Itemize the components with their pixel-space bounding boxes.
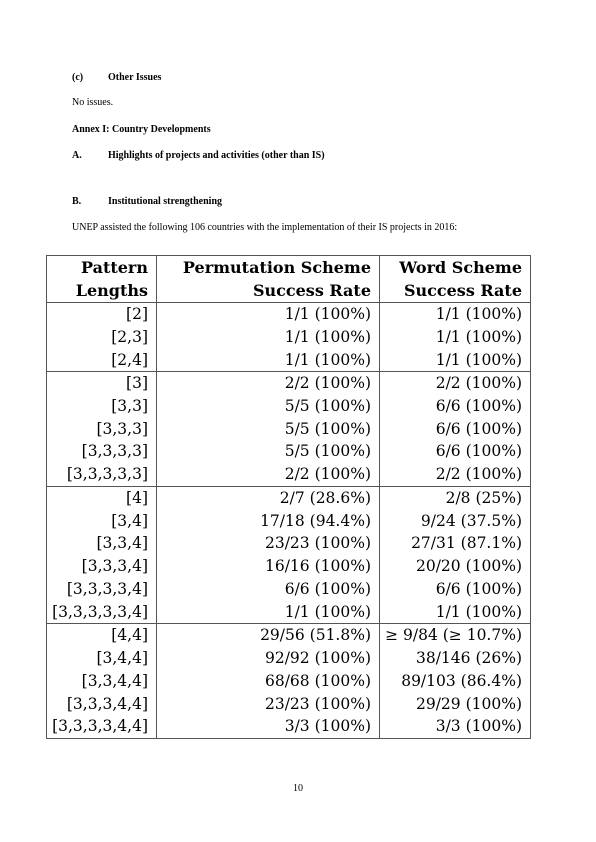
table-row	[47, 418, 530, 441]
cell-permutation-rate: 5/5 (100%)	[157, 395, 380, 418]
cell-permutation-rate: 68/68 (100%)	[157, 670, 380, 693]
cell-permutation-rate: 2/2 (100%)	[157, 463, 380, 486]
section-highlights	[72, 150, 325, 161]
page-number: 10	[293, 783, 303, 794]
cell-permutation-rate: 1/1 (100%)	[157, 303, 380, 326]
table-group	[47, 624, 530, 738]
cell-pattern: [3,3,3,3]	[47, 440, 157, 463]
cell-pattern: [2,4]	[47, 348, 157, 371]
annex-title: Annex I: Country Developments	[72, 124, 211, 135]
header-line: Pattern	[81, 258, 148, 277]
table-row	[47, 372, 530, 395]
cell-word-rate: 2/2 (100%)	[435, 465, 522, 484]
cell-permutation-rate: 16/16 (100%)	[157, 555, 380, 578]
cell-pattern: [3,3,3,3,3,4]	[47, 600, 157, 623]
cell-word-rate: 2/8 (25%)	[445, 488, 522, 507]
header-permutation-scheme	[157, 256, 380, 303]
cell-pattern: [3,3,3,3,4]	[47, 578, 157, 601]
table-row	[47, 647, 530, 670]
cell-permutation-rate: 3/3 (100%)	[157, 715, 380, 738]
section-other-issues	[72, 72, 161, 83]
cell-pattern: [3,4,4]	[47, 647, 157, 670]
table-row	[47, 348, 530, 371]
cell-pattern: [3,3,4,4]	[47, 670, 157, 693]
table-group	[47, 303, 530, 372]
cell-pattern: [3,3]	[47, 395, 157, 418]
cell-pattern: [4]	[47, 486, 157, 509]
table-row	[47, 692, 530, 715]
section-letter: A.	[72, 150, 82, 161]
table-row	[47, 670, 530, 693]
table-row	[47, 578, 530, 601]
no-issues-text: No issues.	[72, 97, 114, 108]
header-row	[47, 256, 530, 303]
table-row	[47, 600, 530, 623]
section-title: Other Issues	[108, 72, 162, 83]
table-row	[47, 555, 530, 578]
header-line: Success Rate	[252, 281, 371, 300]
header-line: Success Rate	[403, 281, 522, 300]
section-institutional	[72, 196, 222, 207]
cell-permutation-rate: 17/18 (94.4%)	[157, 510, 380, 533]
cell-permutation-rate: 1/1 (100%)	[157, 348, 380, 371]
cell-word-rate: 29/29 (100%)	[415, 694, 522, 713]
cell-permutation-rate: 5/5 (100%)	[157, 440, 380, 463]
table-group	[47, 372, 530, 487]
table-row	[47, 624, 530, 647]
header-line: Word Scheme	[399, 258, 522, 277]
cell-word-rate: 27/31 (87.1%)	[411, 534, 522, 553]
cell-permutation-rate: 92/92 (100%)	[157, 647, 380, 670]
cell-word-rate: 2/2 (100%)	[435, 374, 522, 393]
cell-pattern: [3,3,3]	[47, 418, 157, 441]
cell-word-rate: 38/146 (26%)	[415, 649, 522, 668]
cell-word-rate: 1/1 (100%)	[435, 305, 522, 324]
cell-word-rate: 9/24 (37.5%)	[420, 511, 522, 530]
section-letter: B.	[72, 196, 82, 207]
cell-word-rate: 6/6 (100%)	[435, 442, 522, 461]
cell-word-rate: 1/1 (100%)	[435, 602, 522, 621]
intro-text: UNEP assisted the following 106 countries with the implementation of their IS projects in 2016:	[72, 222, 458, 233]
section-title: Institutional strengthening	[108, 196, 223, 207]
cell-permutation-rate: 5/5 (100%)	[157, 418, 380, 441]
table-row	[47, 486, 530, 509]
cell-word-rate: 6/6 (100%)	[435, 397, 522, 416]
cell-word-rate: 1/1 (100%)	[435, 327, 522, 346]
section-title: Highlights of projects and activities (other than IS)	[108, 150, 325, 161]
cell-permutation-rate: 1/1 (100%)	[157, 600, 380, 623]
cell-word-rate: ≥ 9/84 (≥ 10.7%)	[385, 626, 522, 645]
table-row	[47, 532, 530, 555]
cell-pattern: [3,3,3,4,4]	[47, 692, 157, 715]
table-row	[47, 303, 530, 326]
cell-pattern: [2]	[47, 303, 157, 326]
cell-permutation-rate: 29/56 (51.8%)	[157, 624, 380, 647]
cell-word-rate: 1/1 (100%)	[435, 350, 522, 369]
cell-word-rate: 6/6 (100%)	[435, 419, 522, 438]
cell-word-rate: 20/20 (100%)	[415, 557, 522, 576]
results-table	[47, 256, 530, 738]
cell-pattern: [3,3,3,4]	[47, 555, 157, 578]
table-row	[47, 715, 530, 738]
cell-permutation-rate: 2/2 (100%)	[157, 372, 380, 395]
cell-word-rate: 6/6 (100%)	[435, 579, 522, 598]
table-row	[47, 440, 530, 463]
cell-permutation-rate: 6/6 (100%)	[157, 578, 380, 601]
cell-permutation-rate: 23/23 (100%)	[157, 532, 380, 555]
cell-permutation-rate: 1/1 (100%)	[157, 326, 380, 349]
cell-pattern: [3,3,3,3,3]	[47, 463, 157, 486]
table-row	[47, 395, 530, 418]
cell-pattern: [4,4]	[47, 624, 157, 647]
cell-pattern: [3,3,4]	[47, 532, 157, 555]
cell-permutation-rate: 23/23 (100%)	[157, 692, 380, 715]
results-table-container	[46, 255, 531, 739]
header-pattern-lengths	[47, 256, 157, 303]
cell-permutation-rate: 2/7 (28.6%)	[157, 486, 380, 509]
header-word-scheme	[380, 256, 531, 303]
table-row	[47, 463, 530, 486]
cell-pattern: [3,3,3,3,4,4]	[47, 715, 157, 738]
cell-word-rate: 3/3 (100%)	[435, 717, 522, 736]
table-row	[47, 326, 530, 349]
cell-pattern: [2,3]	[47, 326, 157, 349]
table-row	[47, 510, 530, 533]
cell-pattern: [3]	[47, 372, 157, 395]
cell-word-rate: 89/103 (86.4%)	[401, 671, 522, 690]
section-letter: (c)	[72, 72, 84, 83]
cell-pattern: [3,4]	[47, 510, 157, 533]
header-line: Permutation Scheme	[182, 258, 371, 277]
header-line: Lengths	[75, 281, 148, 300]
table-group	[47, 486, 530, 623]
